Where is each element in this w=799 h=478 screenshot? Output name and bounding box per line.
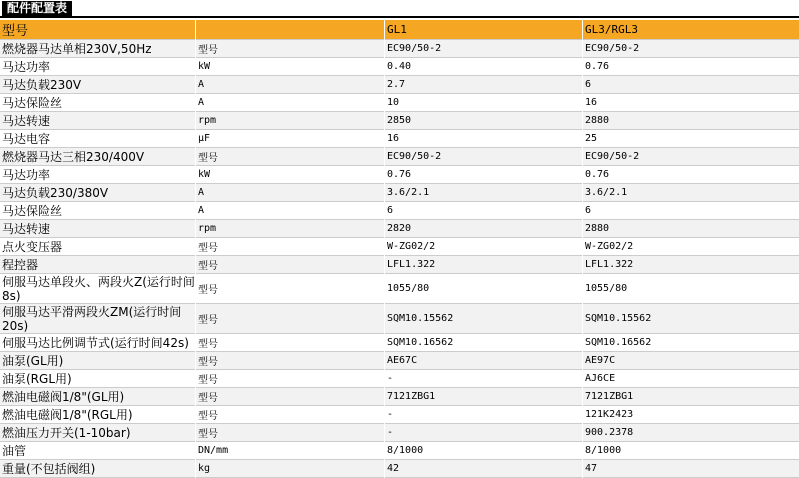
row-value-gl3: EC90/50-2 xyxy=(583,148,799,166)
row-value-gl1: EC90/50-2 xyxy=(385,40,583,58)
row-name: 燃油压力开关(1-10bar) xyxy=(0,424,196,442)
row-unit: 型号 xyxy=(196,274,385,304)
row-name: 马达保险丝 xyxy=(0,94,196,112)
table-row xyxy=(0,274,799,304)
row-value-gl3: W-ZG02/2 xyxy=(583,238,799,256)
row-name: 油泵(RGL用) xyxy=(0,370,196,388)
header-gl3: GL3/RGL3 xyxy=(583,20,799,40)
table-row xyxy=(0,304,799,334)
row-unit: 型号 xyxy=(196,424,385,442)
section-header xyxy=(0,0,799,19)
table-row xyxy=(0,220,799,238)
table-row xyxy=(0,334,799,352)
row-value-gl3: 121K2423 xyxy=(583,406,799,424)
row-value-gl3: 3.6/2.1 xyxy=(583,184,799,202)
row-value-gl1: SQM10.15562 xyxy=(385,304,583,334)
row-value-gl3: 8/1000 xyxy=(583,442,799,460)
row-value-gl1: SQM10.16562 xyxy=(385,334,583,352)
header-unit xyxy=(196,20,385,40)
row-unit: A xyxy=(196,94,385,112)
row-value-gl3: 7121ZBG1 xyxy=(583,388,799,406)
row-unit: A xyxy=(196,202,385,220)
row-value-gl3: 6 xyxy=(583,76,799,94)
row-value-gl3: 0.76 xyxy=(583,58,799,76)
row-name: 燃油电磁阀1/8"(RGL用) xyxy=(0,406,196,424)
row-value-gl1: AE67C xyxy=(385,352,583,370)
section-divider xyxy=(0,16,799,18)
row-value-gl1: 7121ZBG1 xyxy=(385,388,583,406)
row-unit: rpm xyxy=(196,112,385,130)
row-value-gl1: 2820 xyxy=(385,220,583,238)
row-value-gl3: AE97C xyxy=(583,352,799,370)
row-value-gl3: SQM10.15562 xyxy=(583,304,799,334)
row-name: 马达功率 xyxy=(0,58,196,76)
row-name: 伺服马达平滑两段火ZM(运行时间20s) xyxy=(0,304,196,334)
row-name: 重量(不包括阀组) xyxy=(0,460,196,478)
table-row xyxy=(0,130,799,148)
row-name: 油管 xyxy=(0,442,196,460)
row-unit: kW xyxy=(196,58,385,76)
row-name: 油泵(GL用) xyxy=(0,352,196,370)
row-value-gl1: 2.7 xyxy=(385,76,583,94)
table-row xyxy=(0,406,799,424)
row-value-gl1: - xyxy=(385,370,583,388)
row-value-gl1: 42 xyxy=(385,460,583,478)
table-row xyxy=(0,388,799,406)
row-name: 伺服马达单段火、两段火Z(运行时间8s) xyxy=(0,274,196,304)
row-name: 伺服马达比例调节式(运行时间42s) xyxy=(0,334,196,352)
row-unit: μF xyxy=(196,130,385,148)
table-row xyxy=(0,370,799,388)
row-name: 程控器 xyxy=(0,256,196,274)
row-value-gl1: 3.6/2.1 xyxy=(385,184,583,202)
row-unit: 型号 xyxy=(196,406,385,424)
row-name: 马达负载230/380V xyxy=(0,184,196,202)
row-unit: 型号 xyxy=(196,256,385,274)
row-unit: 型号 xyxy=(196,370,385,388)
row-name: 马达转速 xyxy=(0,220,196,238)
table-row xyxy=(0,112,799,130)
table-row xyxy=(0,238,799,256)
row-unit: 型号 xyxy=(196,148,385,166)
row-unit: 型号 xyxy=(196,388,385,406)
table-row xyxy=(0,148,799,166)
row-value-gl1: W-ZG02/2 xyxy=(385,238,583,256)
row-unit: kg xyxy=(196,460,385,478)
row-name: 点火变压器 xyxy=(0,238,196,256)
row-unit: A xyxy=(196,184,385,202)
row-unit: DN/mm xyxy=(196,442,385,460)
table-header-row xyxy=(0,20,799,40)
row-name: 燃油电磁阀1/8"(GL用) xyxy=(0,388,196,406)
table-row xyxy=(0,424,799,442)
table-row xyxy=(0,202,799,220)
row-name: 马达电容 xyxy=(0,130,196,148)
row-value-gl1: EC90/50-2 xyxy=(385,148,583,166)
row-unit: 型号 xyxy=(196,334,385,352)
table-row xyxy=(0,442,799,460)
row-value-gl3: SQM10.16562 xyxy=(583,334,799,352)
row-name: 燃烧器马达三相230/400V xyxy=(0,148,196,166)
table-row xyxy=(0,76,799,94)
row-unit: 型号 xyxy=(196,40,385,58)
row-name: 马达功率 xyxy=(0,166,196,184)
row-unit: 型号 xyxy=(196,304,385,334)
row-name: 马达保险丝 xyxy=(0,202,196,220)
row-name: 马达转速 xyxy=(0,112,196,130)
row-name: 马达负载230V xyxy=(0,76,196,94)
row-value-gl3: 900.2378 xyxy=(583,424,799,442)
row-unit: 型号 xyxy=(196,238,385,256)
row-value-gl3: 6 xyxy=(583,202,799,220)
spec-table xyxy=(0,20,799,478)
row-unit: rpm xyxy=(196,220,385,238)
header-gl1: GL1 xyxy=(385,20,583,40)
row-value-gl1: 0.40 xyxy=(385,58,583,76)
row-value-gl1: 0.76 xyxy=(385,166,583,184)
row-value-gl1: 6 xyxy=(385,202,583,220)
row-unit: A xyxy=(196,76,385,94)
row-value-gl3: AJ6CE xyxy=(583,370,799,388)
header-model: 型号 xyxy=(0,20,196,40)
row-unit: 型号 xyxy=(196,352,385,370)
table-row xyxy=(0,184,799,202)
table-row xyxy=(0,40,799,58)
table-row xyxy=(0,256,799,274)
row-value-gl1: 2850 xyxy=(385,112,583,130)
table-row xyxy=(0,58,799,76)
row-value-gl3: 0.76 xyxy=(583,166,799,184)
row-name: 燃烧器马达单相230V,50Hz xyxy=(0,40,196,58)
row-value-gl1: 8/1000 xyxy=(385,442,583,460)
row-value-gl3: 47 xyxy=(583,460,799,478)
row-value-gl1: LFL1.322 xyxy=(385,256,583,274)
row-value-gl3: 1055/80 xyxy=(583,274,799,304)
row-value-gl3: 25 xyxy=(583,130,799,148)
row-value-gl3: EC90/50-2 xyxy=(583,40,799,58)
table-row xyxy=(0,94,799,112)
table-row xyxy=(0,166,799,184)
row-value-gl1: 10 xyxy=(385,94,583,112)
row-value-gl1: 16 xyxy=(385,130,583,148)
row-value-gl3: LFL1.322 xyxy=(583,256,799,274)
table-row xyxy=(0,460,799,478)
row-value-gl3: 2880 xyxy=(583,112,799,130)
row-unit: kW xyxy=(196,166,385,184)
table-row xyxy=(0,352,799,370)
row-value-gl1: 1055/80 xyxy=(385,274,583,304)
row-value-gl3: 16 xyxy=(583,94,799,112)
row-value-gl1: - xyxy=(385,424,583,442)
row-value-gl3: 2880 xyxy=(583,220,799,238)
section-title: 配件配置表 xyxy=(2,1,72,16)
row-value-gl1: - xyxy=(385,406,583,424)
